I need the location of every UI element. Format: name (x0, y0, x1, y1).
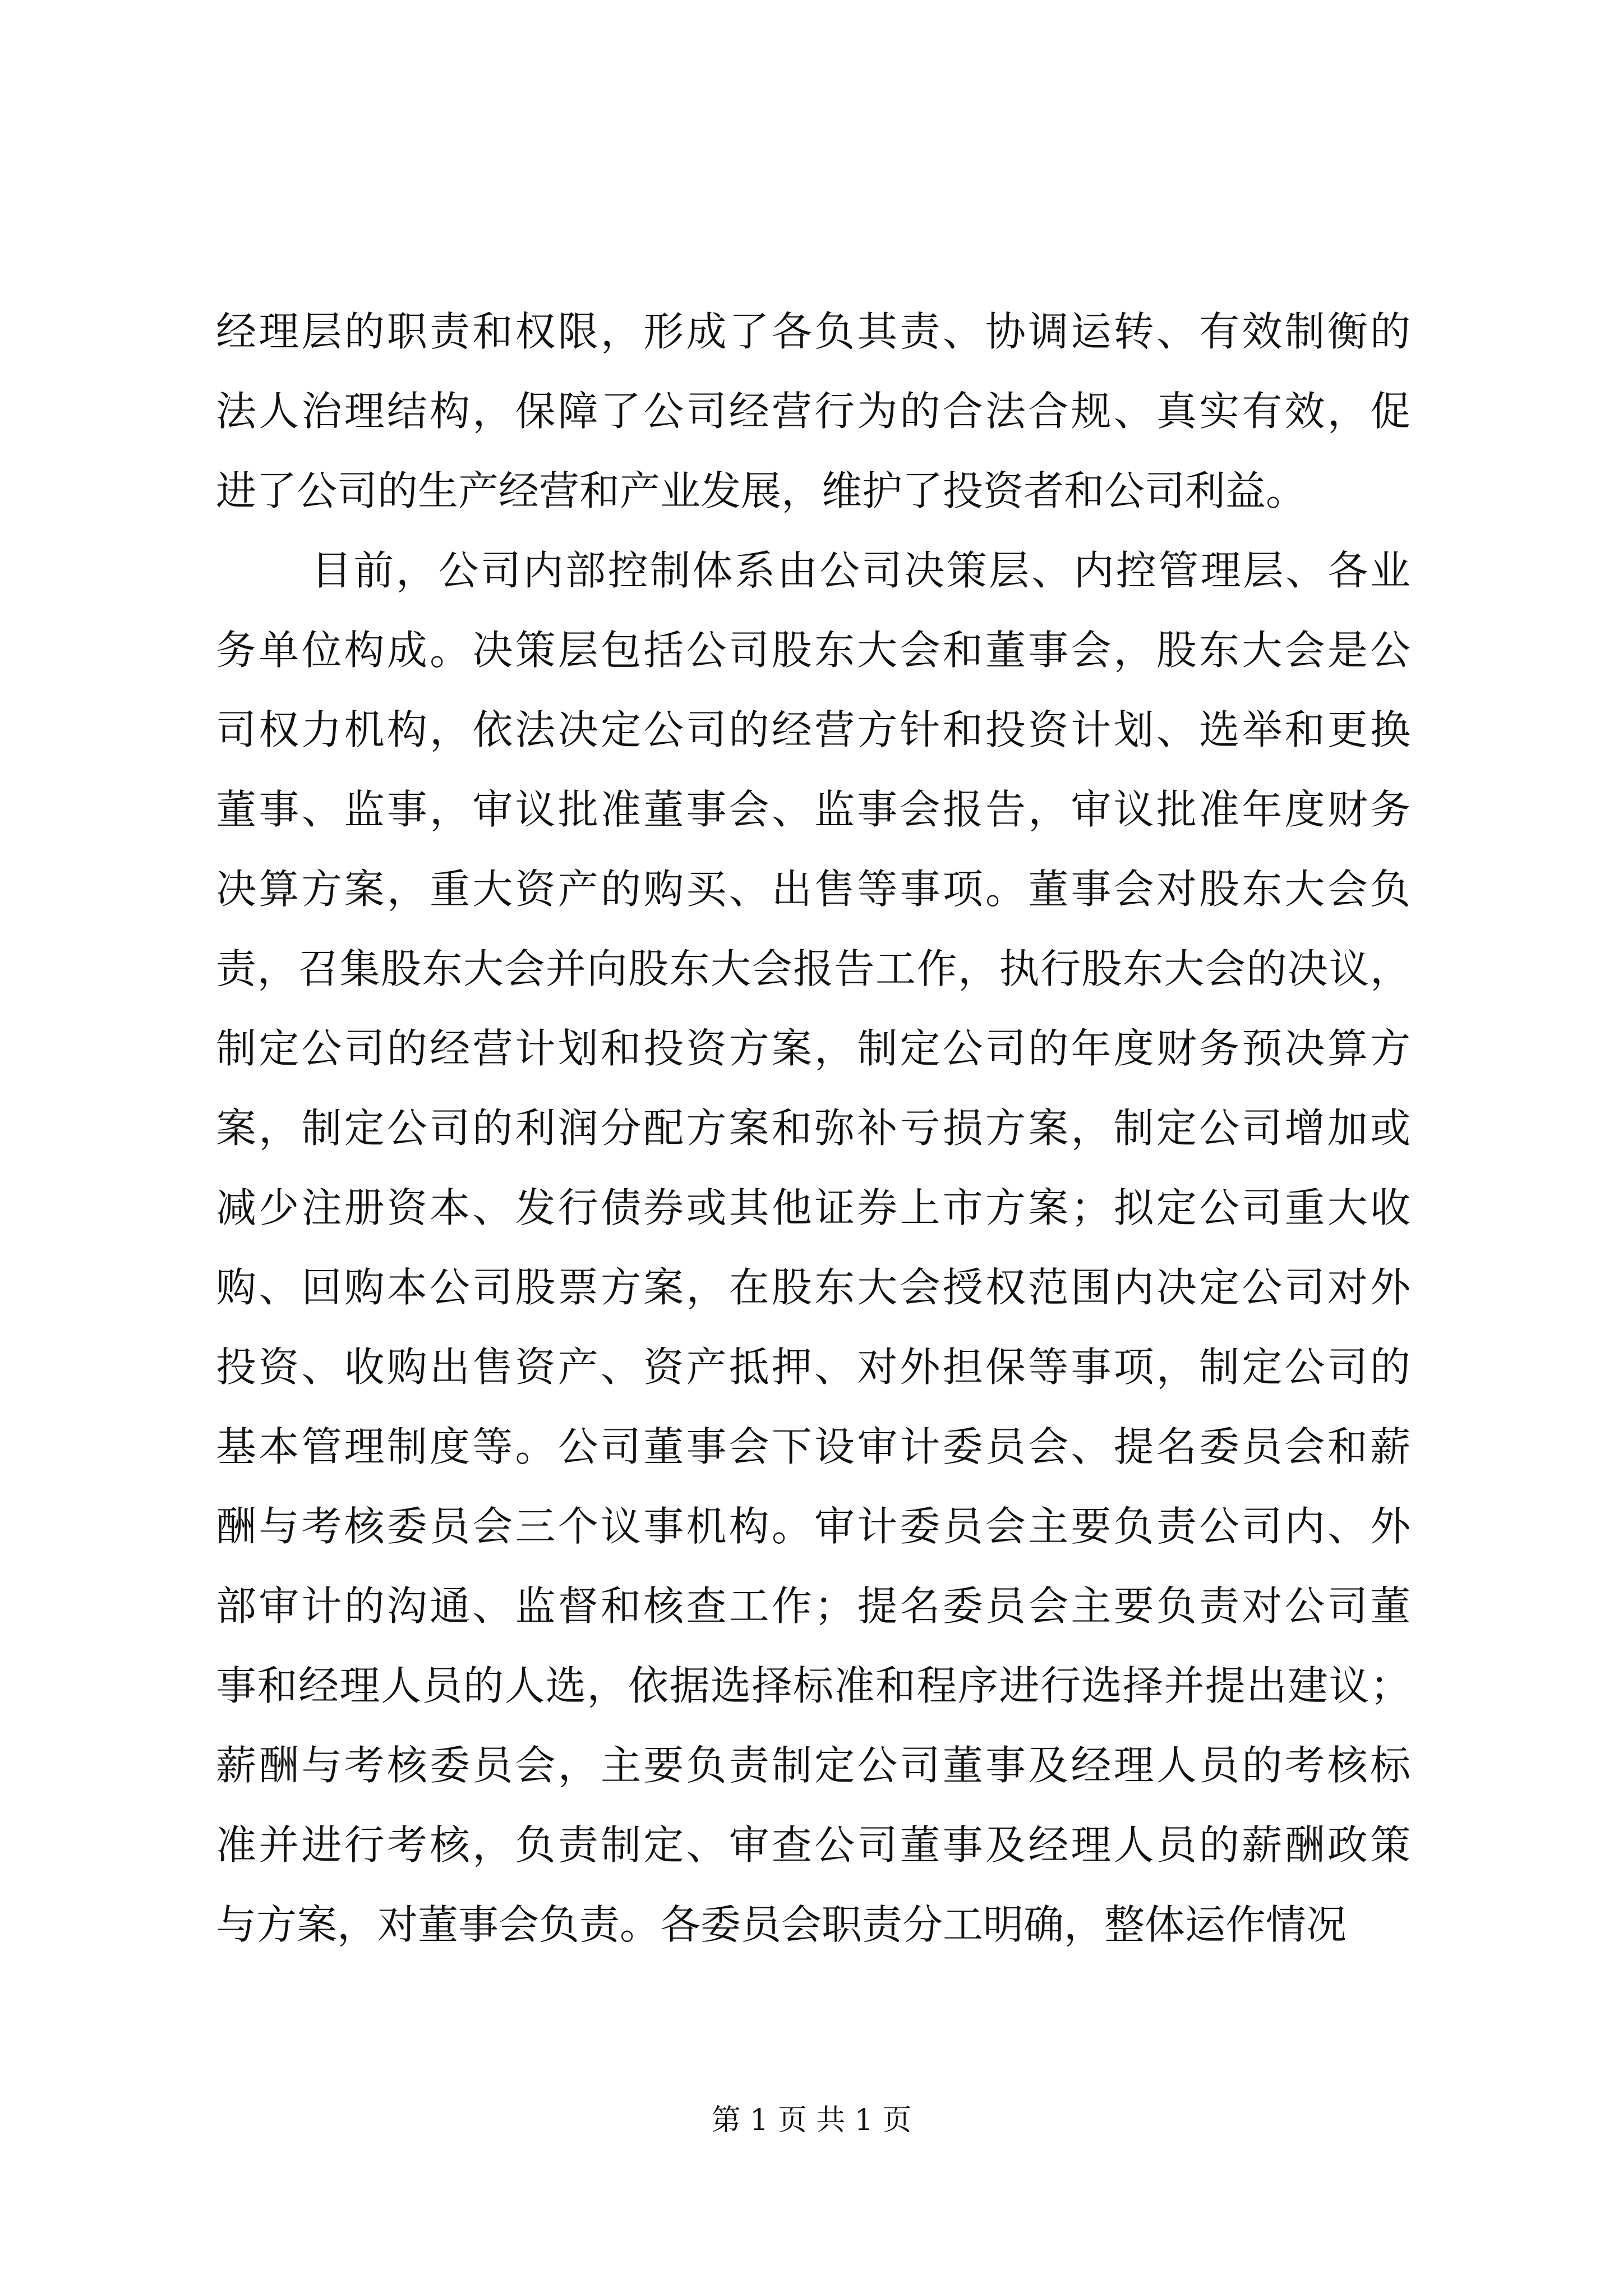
text-line: 务单位构成。决策层包括公司股东大会和董事会，股东大会是公 (216, 627, 1410, 674)
text-line: 酬与考核委员会三个议事机构。审计委员会主要负责公司内、外 (216, 1503, 1410, 1550)
text-line: 司权力机构，依法决定公司的经营方针和投资计划、选举和更换 (216, 706, 1410, 753)
text-line: 部审计的沟通、监督和核查工作；提名委员会主要负责对公司董 (216, 1582, 1410, 1630)
text-line: 准并进行考核，负责制定、审查公司董事及经理人员的薪酬政策 (216, 1821, 1410, 1869)
text-line: 案，制定公司的利润分配方案和弥补亏损方案，制定公司增加或 (216, 1105, 1410, 1152)
paragraph (216, 292, 1410, 531)
text-line: 法人治理结构，保障了公司经营行为的合法合规、真实有效，促 (216, 388, 1410, 435)
text-line: 事和经理人员的人选，依据选择标准和程序进行选择并提出建议； (216, 1662, 1410, 1709)
text-line: 购、回购本公司股票方案，在股东大会授权范围内决定公司对外 (216, 1264, 1410, 1311)
text-line: 责，召集股东大会并向股东大会报告工作，执行股东大会的决议， (216, 945, 1410, 992)
text-line: 进了公司的生产经营和产业发展，维护了投资者和公司利益。 (216, 467, 1307, 514)
text-line: 与方案，对董事会负责。各委员会职责分工明确，整体运作情况 (216, 1901, 1347, 1948)
text-line: 董事、监事，审议批准董事会、监事会报告，审议批准年度财务 (216, 786, 1410, 833)
text-line: 基本管理制度等。公司董事会下设审计委员会、提名委员会和薪 (216, 1423, 1410, 1470)
text-line: 制定公司的经营计划和投资方案，制定公司的年度财务预决算方 (216, 1025, 1410, 1072)
text-line: 投资、收购出售资产、资产抵押、对外担保等事项，制定公司的 (216, 1343, 1410, 1391)
body-text (216, 292, 1410, 1964)
text-line: 决算方案，重大资产的购买、出售等事项。董事会对股东大会负 (216, 866, 1410, 913)
paragraph (216, 531, 1410, 1964)
text-line: 目前，公司内部控制体系由公司决策层、内控管理层、各业 (311, 547, 1410, 594)
text-line: 经理层的职责和权限，形成了各负其责、协调运转、有效制衡的 (216, 308, 1410, 355)
text-line: 减少注册资本、发行债券或其他证券上市方案；拟定公司重大收 (216, 1184, 1410, 1231)
page-footer: 第 1 页 共 1 页 (711, 2104, 912, 2137)
text-line: 薪酬与考核委员会，主要负责制定公司董事及经理人员的考核标 (216, 1742, 1410, 1789)
